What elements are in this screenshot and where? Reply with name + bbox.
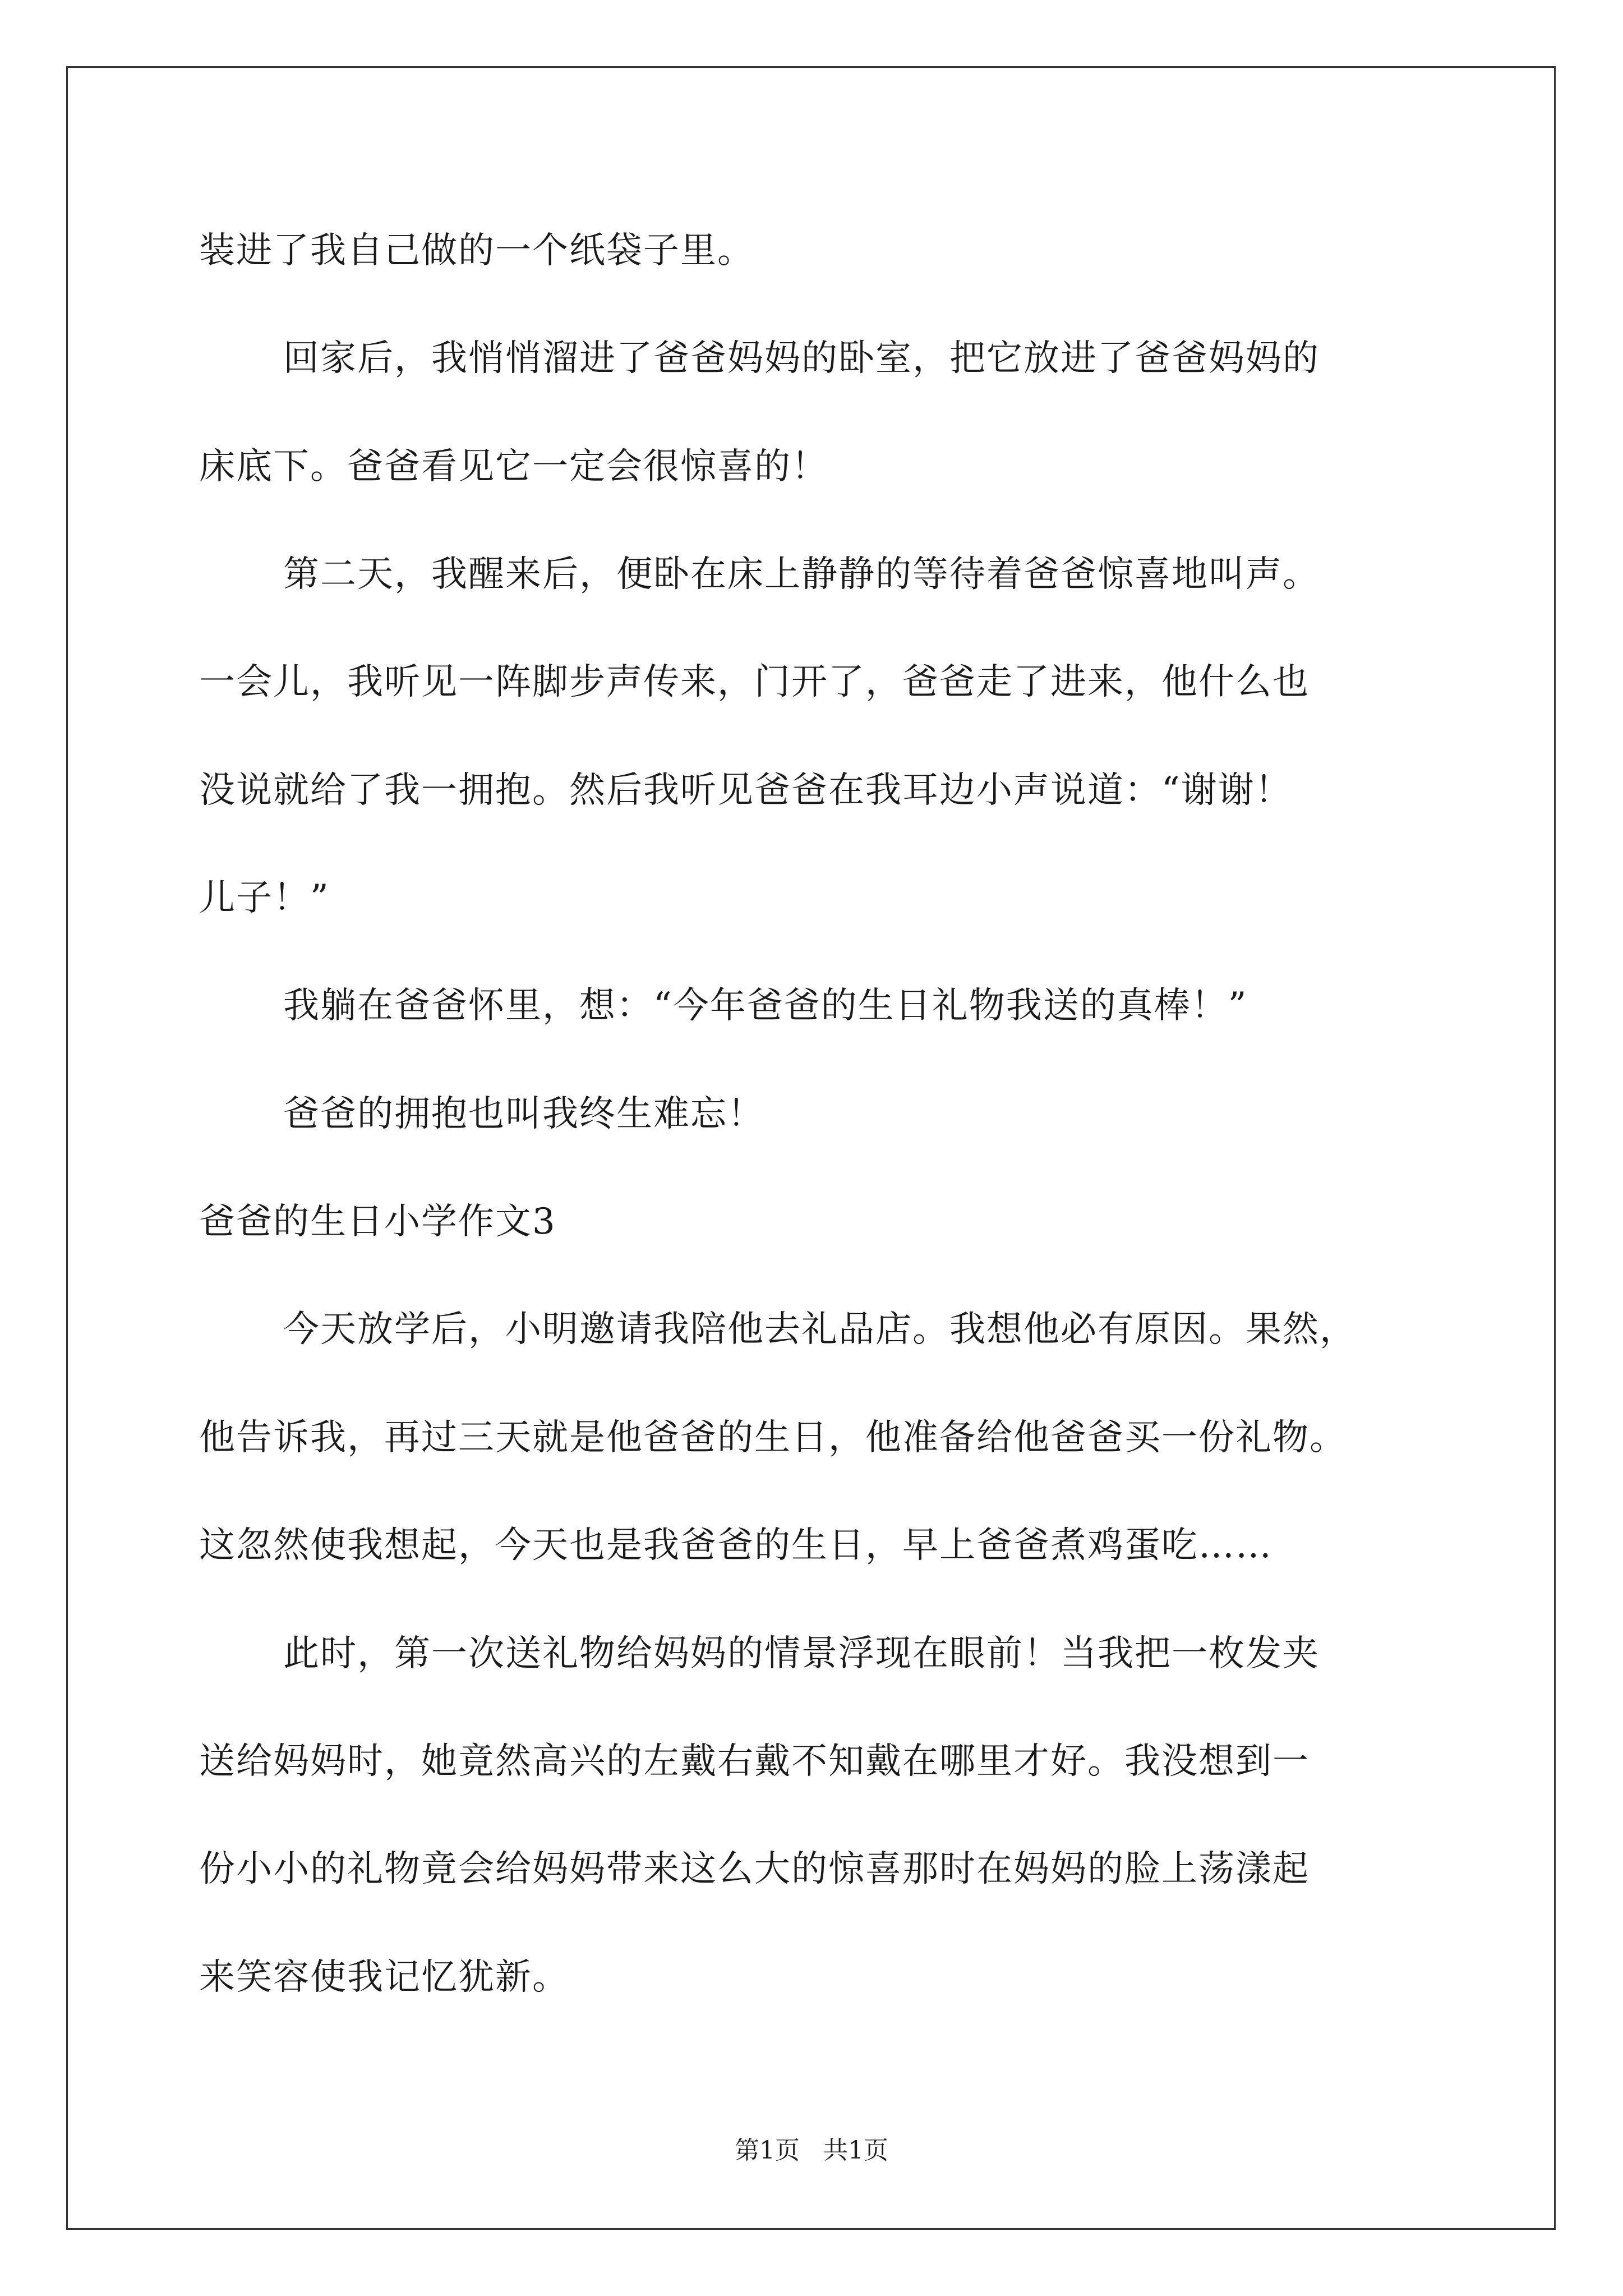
text-line: 来笑容使我记忆犹新。 (199, 1957, 569, 1998)
text-line: 他告诉我，再过三天就是他爸爸的生日，他准备给他爸爸买一份礼物。 (199, 1417, 1347, 1458)
text-line: 份小小的礼物竟会给妈妈带来这么大的惊喜那时在妈妈的脸上荡漾起 (199, 1848, 1310, 1890)
text-line: 床底下。爸爸看见它一定会很惊喜的！ (199, 446, 828, 487)
text-line: 这忽然使我想起，今天也是我爸爸的生日，早上爸爸煮鸡蛋吃…… (199, 1525, 1272, 1566)
page-border (66, 66, 1556, 2230)
section-heading: 爸爸的生日小学作文3 (199, 1201, 556, 1243)
text-line: 没说就给了我一拥抱。然后我听见爸爸在我耳边小声说道：“谢谢！ (199, 770, 1292, 811)
paragraph-start-line: 此时，第一次送礼物给妈妈的情景浮现在眼前！当我把一枚发夹 (283, 1633, 1320, 1674)
text-line: 一会儿，我听见一阵脚步声传来，门开了，爸爸走了进来，他什么也 (199, 661, 1310, 703)
paragraph-start-line: 回家后，我悄悄溜进了爸爸妈妈的卧室，把它放进了爸爸妈妈的 (283, 338, 1320, 379)
text-line: 装进了我自己做的一个纸袋子里。 (199, 230, 754, 272)
paragraph-start-line: 我躺在爸爸怀里，想：“今年爸爸的生日礼物我送的真棒！” (283, 985, 1248, 1027)
text-line: 送给妈妈时，她竟然高兴的左戴右戴不知戴在哪里才好。我没想到一 (199, 1741, 1310, 1782)
page-number-footer: 第1页 共1页 (735, 2136, 888, 2165)
paragraph-start-line: 今天放学后，小明邀请我陪他去礼品店。我想他必有原因。果然， (283, 1309, 1357, 1350)
paragraph-start-line: 爸爸的拥抱也叫我终生难忘！ (283, 1093, 764, 1135)
paragraph-start-line: 第二天，我醒来后，便卧在床上静静的等待着爸爸惊喜地叫声。 (283, 554, 1320, 595)
text-line: 儿子！” (199, 877, 330, 919)
